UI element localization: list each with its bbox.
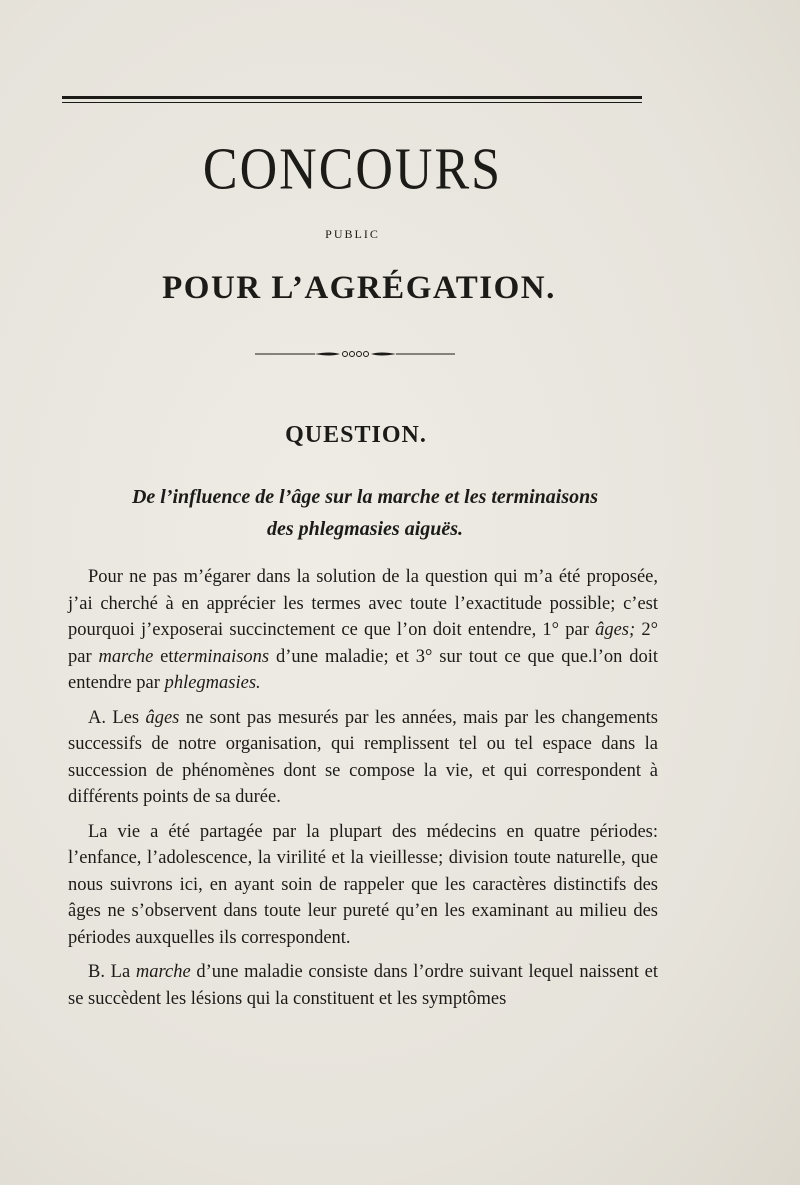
- paragraph-2-italic-ages: âges: [145, 707, 180, 728]
- paragraph-1-text-e: et: [153, 646, 174, 667]
- paragraph-1-italic-phlegmasies: phlegmasies.: [164, 673, 261, 693]
- paragraph-1-text-c: 2° par: [68, 620, 659, 667]
- title-public: PUBLIC: [325, 227, 380, 241]
- top-double-rule: [62, 96, 642, 103]
- paragraph-2-text-a: A. Les: [88, 707, 146, 728]
- paragraph-3: [68, 819, 658, 952]
- paragraph-4-text-a: B. La: [88, 962, 136, 982]
- paragraph-1-italic-marche: marche: [98, 646, 154, 667]
- ornament-divider: [255, 348, 455, 360]
- paragraph-4: [68, 959, 658, 1012]
- paragraph-1-italic-ages: âges;: [595, 620, 636, 640]
- page-subtitle: POUR L’AGRÉGATION.: [162, 270, 556, 306]
- paragraph-4-italic-marche: marche: [135, 962, 191, 982]
- question-text-line2: des phlegmasies aiguës.: [266, 518, 464, 540]
- body-text: [68, 564, 658, 1020]
- question-text: [80, 481, 650, 545]
- paragraph-2-text-c: ne sont pas mesurés par les années, mais par les changements successifs de notre organisation, qui remplissent tel ou tel espace dans la succession de phénomènes dont se compose la vie, et qui correspondent à différents points de sa durée.: [68, 707, 658, 807]
- paragraph-3-text: La vie a été partagée par la plupart des médecins en quatre périodes: l’enfance, l’adolescence, la virilité et la vieillesse; division toute naturelle, que nous suivrons ici, en ayant soin de rappeler que les caractères distinctifs des âges ne s’observent dans toute leur pureté qu’en les examinant au milieu des périodes auxquelles ils correspondent.: [68, 821, 658, 948]
- question-text-line1: De l’influence de l’âge sur la marche et les terminaisons: [131, 486, 599, 508]
- paragraph-4-text-c: d’une maladie consiste dans l’ordre suivant lequel naissent et se succèdent les lésions qui la constituent et les symptômes: [68, 962, 658, 1009]
- paragraph-1-text-g: d’une maladie; et 3° sur tout ce que que.l’on doit entendre par: [68, 646, 658, 693]
- paragraph-1-text-a: Pour ne pas m’égarer dans la solution de la question qui m’a été proposée, j’ai cherché à en apprécier les termes avec toute l’exactitude possible; c’est pourquoi j’exposerai succinctement ce que l’on doit entendre, 1° par: [68, 567, 658, 640]
- paragraph-2: [68, 705, 658, 811]
- question-heading: QUESTION.: [285, 422, 427, 448]
- paragraph-1-italic-terminaisons: terminaisons: [173, 646, 270, 667]
- paragraph-1: [68, 564, 658, 697]
- page-title: CONCOURS: [202, 136, 503, 203]
